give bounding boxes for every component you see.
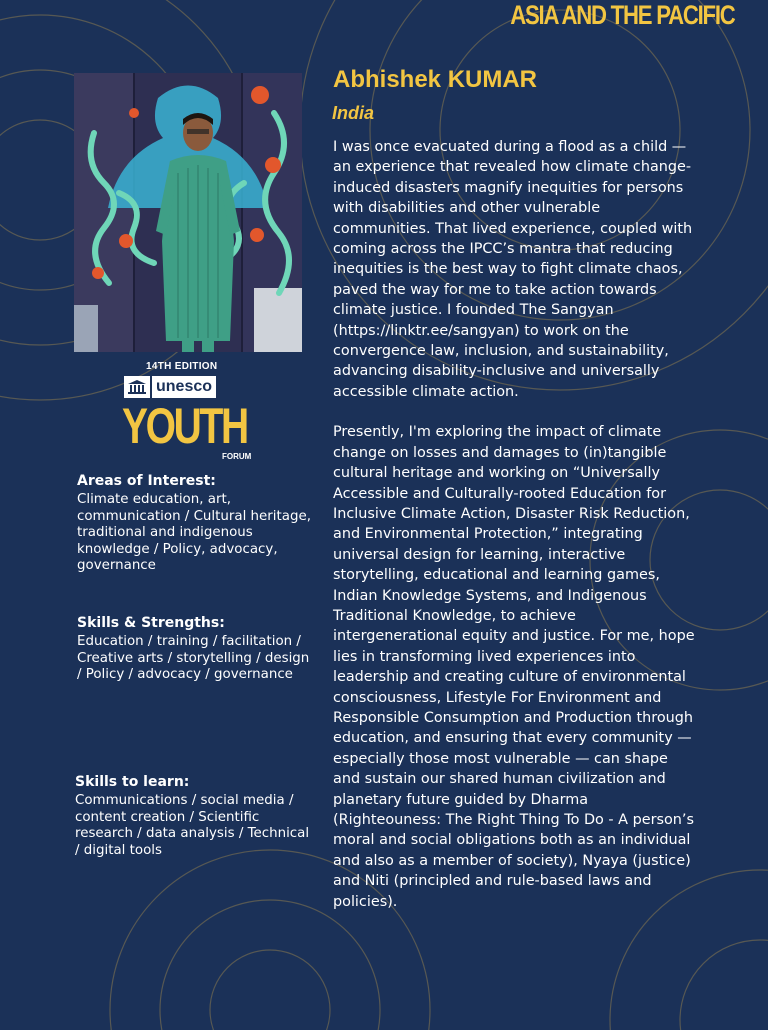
areas-of-interest-section	[77, 472, 317, 575]
bio-text	[333, 137, 695, 932]
bio-paragraph: Presently, I'm exploring the impact of climate change on losses and damages to (in)tangible cultural heritage and working on “Universally Accessible and Culturally-rooted Education for Inclusive Climate Action, Disaster Risk Reduction, and Environmental Protection,” integrating universal design for learning, interactive storytelling, educational and learning games, Indian Knowledge Systems, and Indigenous Traditional Knowledge, to achieve intergenerational equity and justice. For me, hope lies in transforming lived experiences into leadership and creating culture of environmental consciousness, Lifestyle For Environment and Responsible Consumption and Production through education, and ensuring that every community — especially those most vulnerable — can shape and sustain our shared human civilization and planetary future guided by Dharma (Righteouness: The Right Thing To Do - A person’s moral and social obligations both as an individual and also as a member of society), Nyaya (justice) and Niti (principled and rule-based laws and policies).	[333, 424, 695, 910]
skills-to-learn-section	[75, 773, 315, 859]
section-heading: Skills to learn:	[75, 774, 190, 790]
forum-label: FORUM	[222, 452, 252, 461]
section-body: Climate education, art, communication / Cultural heritage, traditional and indigenous knowledge / Policy, advocacy, governance	[77, 492, 311, 574]
unesco-wordmark: unesco	[152, 376, 216, 398]
youth-wordmark: YOUTH	[122, 398, 247, 454]
skills-strengths-section	[77, 614, 317, 684]
section-body: Communications / social media / content creation / Scientific research / data analysis / Technical / digital tools	[75, 793, 310, 858]
profile-country: India	[332, 103, 375, 123]
section-body: Education / training / facilitation / Creative arts / storytelling / design / Policy / advocacy / governance	[77, 634, 310, 683]
bio-paragraph: I was once evacuated during a flood as a child — an experience that revealed how climate change-induced disasters magnify inequities for persons with disabilities and other vulnerable communities. That lived experience, coupled with coming across the IPCC’s mantra that reducing inequities is the best way to fight climate chaos, paved the way for me to take action towards climate justice. I founded The Sangyan (https://linktr.ee/sangyan) to work on the convergence law, inclusion, and sustainability, advancing disability-inclusive and universally accessible climate action.	[333, 139, 693, 400]
unesco-temple-icon	[124, 376, 150, 398]
edition-label: 14TH EDITION	[146, 361, 218, 372]
section-heading: Skills & Strengths:	[77, 615, 225, 631]
unesco-mark	[124, 376, 216, 398]
unesco-youth-forum-logo	[120, 358, 252, 468]
section-heading: Areas of Interest:	[77, 473, 216, 489]
profile-photo	[74, 73, 302, 352]
profile-name: Abhishek KUMAR	[333, 66, 538, 93]
region-title: ASIA AND THE PACIFIC	[509, 0, 734, 30]
